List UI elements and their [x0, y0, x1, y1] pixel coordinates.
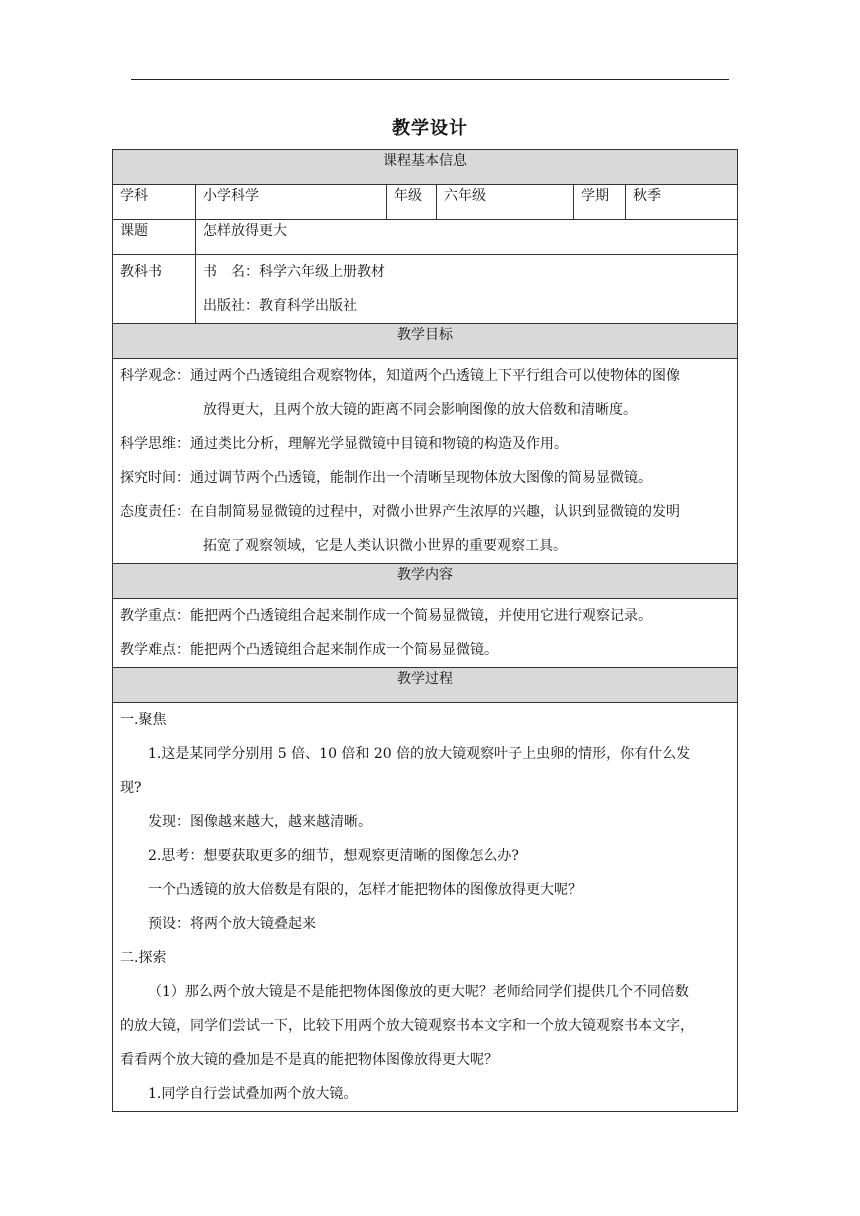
- process-header: 教学过程: [113, 668, 738, 703]
- paragraph: 1.同学自行尝试叠加两个放大镜。: [148, 1086, 358, 1102]
- paragraph: （1）那么两个放大镜是不是能把物体图像放的更大呢？老师给同学们提供几个不同倍数: [148, 984, 689, 1000]
- topic-row: [113, 220, 738, 255]
- difficult-point: 教学难点：能把两个凸透镜组合起来制作成一个简易显微镜。: [120, 642, 498, 658]
- objective-label: 科学思维：: [120, 436, 190, 452]
- topic-value: 怎样放得更大: [196, 220, 738, 255]
- objective-item: [120, 495, 730, 529]
- objective-text: 通过调节两个凸透镜，能制作出一个清晰呈现物体放大图像的简易显微镜。: [190, 470, 652, 486]
- textbook-label: 教科书: [113, 255, 196, 324]
- header-rule: [131, 79, 729, 80]
- term-value: 秋季: [626, 185, 738, 220]
- subject-value: 小学科学: [196, 185, 387, 220]
- section-heading: 二.探索: [120, 950, 167, 966]
- paragraph-continuation: 现?: [120, 780, 142, 796]
- objective-item: [120, 427, 730, 461]
- objective-item: [120, 461, 730, 495]
- objective-text: 在自制简易显微镜的过程中，对微小世界产生浓厚的兴趣，认识到显微镜的发明: [190, 504, 680, 520]
- objective-label: 探究时间：: [120, 470, 190, 486]
- content-header: 教学内容: [113, 564, 738, 599]
- topic-label: 课题: [113, 220, 196, 255]
- key-point: 教学重点：能把两个凸透镜组合起来制作成一个简易显微镜，并使用它进行观察记录。: [120, 608, 652, 624]
- textbook-publisher: 出版社：教育科学出版社: [203, 298, 357, 314]
- objective-label: 科学观念：: [120, 368, 190, 384]
- process-row: [113, 703, 738, 1112]
- document-title: 教学设计: [392, 118, 468, 139]
- basic-info-header: 课程基本信息: [113, 150, 738, 185]
- objective-text: 通过类比分析，理解光学显微镜中目镜和物镜的构造及作用。: [190, 436, 568, 452]
- objective-label: 态度责任：: [120, 504, 190, 520]
- section-heading: 一.聚焦: [120, 712, 167, 728]
- subject-row: [113, 185, 738, 220]
- term-label: 学期: [574, 185, 626, 220]
- content-row: [113, 599, 738, 668]
- grade-value: 六年级: [437, 185, 574, 220]
- content-header-row: [113, 564, 738, 599]
- grade-label: 年级: [387, 185, 437, 220]
- paragraph: 发现：图像越来越大，越来越清晰。: [148, 814, 372, 830]
- objectives-header: 教学目标: [113, 324, 738, 359]
- subject-label: 学科: [113, 185, 196, 220]
- objectives-row: [113, 359, 738, 564]
- paragraph: 一个凸透镜的放大倍数是有限的，怎样才能把物体的图像放得更大呢？: [148, 882, 582, 898]
- paragraph-continuation: 的放大镜，同学们尝试一下，比较下用两个放大镜观察书本文字和一个放大镜观察书本文字，: [120, 1018, 694, 1034]
- paragraph: 1.这是某同学分别用 5 倍、10 倍和 20 倍的放大镜观察叶子上虫卵的情形，你有什么发: [148, 746, 691, 762]
- basic-info-header-row: [113, 150, 738, 185]
- objective-continuation: 拓宽了观察领域，它是人类认识微小世界的重要观察工具。: [203, 538, 567, 554]
- objective-continuation: 放得更大，且两个放大镜的距离不同会影响图像的放大倍数和清晰度。: [203, 402, 637, 418]
- textbook-row: [113, 255, 738, 324]
- textbook-name: 书 名：科学六年级上册教材: [203, 264, 385, 280]
- objective-text: 通过两个凸透镜组合观察物体，知道两个凸透镜上下平行组合可以使物体的图像: [190, 368, 680, 384]
- paragraph: 2.思考：想要获取更多的细节，想观察更清晰的图像怎么办?: [148, 848, 519, 864]
- paragraph: 预设：将两个放大镜叠起来: [148, 916, 316, 932]
- process-header-row: [113, 668, 738, 703]
- objectives-header-row: [113, 324, 738, 359]
- objective-item: [120, 359, 730, 393]
- paragraph-continuation: 看看两个放大镜的叠加是不是真的能把物体图像放得更大呢？: [120, 1052, 498, 1068]
- lesson-plan-table: [112, 149, 738, 1112]
